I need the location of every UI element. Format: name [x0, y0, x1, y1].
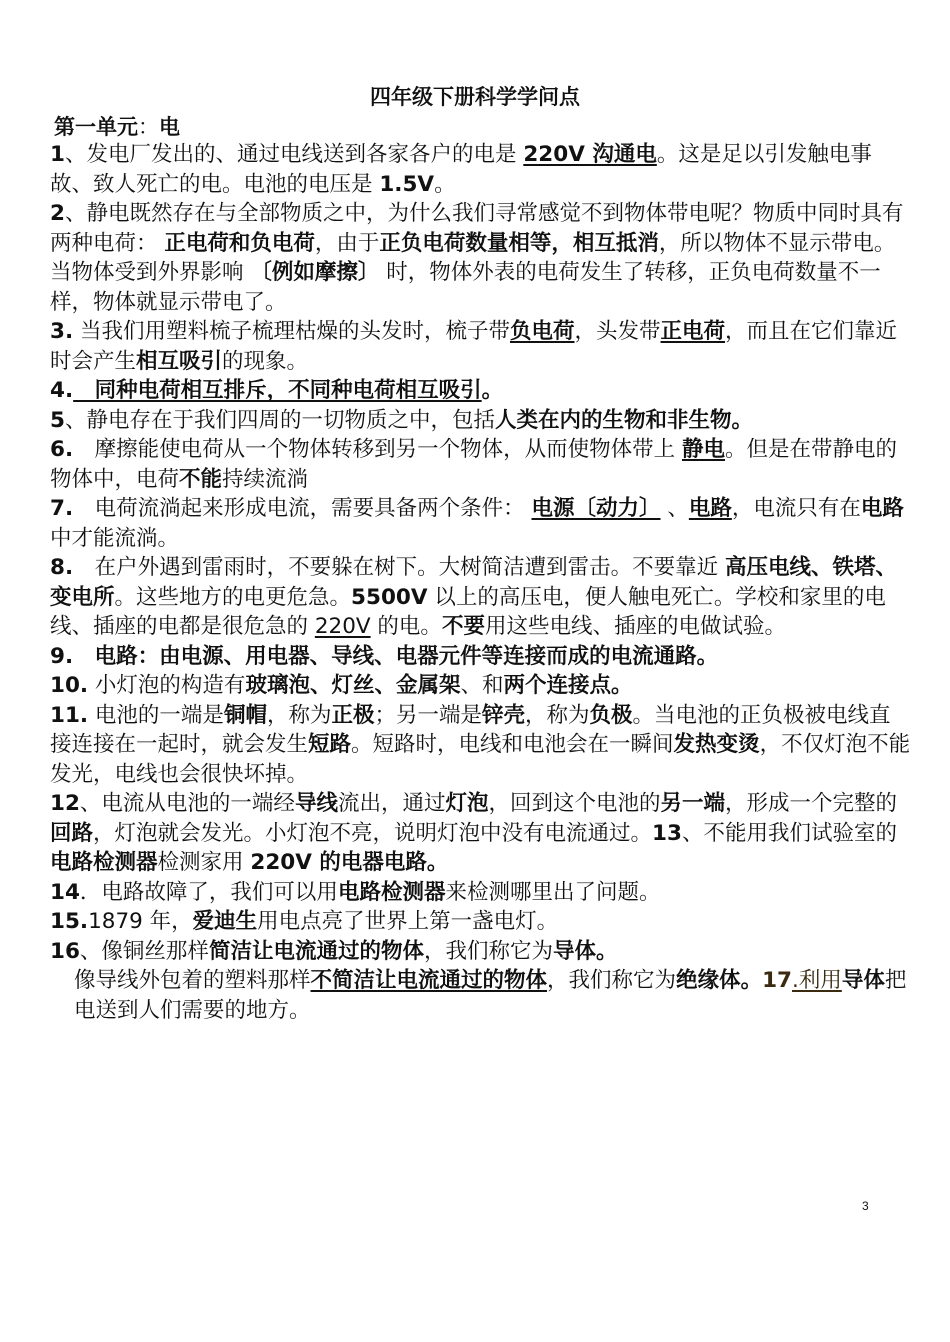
- text: 电池的一端是: [88, 702, 224, 728]
- key-term: 电路: [860, 496, 904, 521]
- text: 。: [426, 850, 449, 875]
- item-6: [50, 435, 912, 494]
- key-term: 绝缘体: [676, 968, 741, 993]
- key-term: 简洁让电流通过的物体: [208, 938, 424, 964]
- text: 。: [434, 171, 456, 197]
- key-term: 正极: [331, 702, 375, 728]
- key-term: 220V 的电器电路: [250, 850, 427, 875]
- item-number: 8.: [50, 555, 74, 580]
- key-term: 高压电线、铁塔、变电所: [50, 555, 897, 610]
- text: 把电送到人们需要的地方。: [74, 968, 907, 1023]
- key-term: 发热变烫: [673, 732, 760, 757]
- item-number: 4.: [50, 378, 74, 403]
- item-number: 3.: [50, 319, 74, 344]
- key-term: 相互吸引: [136, 348, 223, 374]
- item-number: 13: [652, 820, 682, 846]
- item-16: [50, 937, 912, 967]
- key-term: 导体: [841, 968, 885, 993]
- item-number: 9.: [50, 643, 74, 669]
- item-12-13: [50, 789, 912, 878]
- key-term: 玻璃泡、灯丝、金属架: [245, 673, 461, 698]
- key-term: 灯泡: [445, 791, 489, 816]
- key-term: 电路检测器: [50, 850, 158, 875]
- key-term: 铜帽: [223, 702, 267, 728]
- text: ，我们称它为: [547, 968, 677, 993]
- unit-sep: ：: [138, 115, 159, 139]
- page-title: 四年级下册科学学问点: [370, 85, 580, 109]
- item-number: 12: [50, 791, 80, 816]
- item-11: [50, 701, 912, 790]
- text: 的现象。: [222, 348, 309, 374]
- text: 。这是足以引发触电事故、致人死亡的电。电池的电压是: [50, 142, 872, 197]
- item-7: [50, 494, 912, 553]
- text: 持续流淌: [222, 466, 309, 492]
- text: ，头发带: [574, 319, 661, 344]
- item-3: [50, 317, 912, 376]
- text: 、电流从电池的一端经: [79, 791, 295, 816]
- text: 。: [731, 407, 754, 433]
- key-term: 〔例如摩擦〕: [250, 260, 380, 285]
- key-term: 导线: [294, 791, 338, 816]
- key-term: 短路: [308, 732, 352, 757]
- key-term: 电路：由电源、用电器、导线、电器元件等连接而成的电流通路。: [73, 643, 719, 669]
- key-term: 锌壳: [482, 702, 526, 728]
- key-term: 5500V: [351, 584, 428, 610]
- item-number: 1: [50, 142, 65, 167]
- text: 。这些地方的电更危急。: [114, 584, 352, 610]
- text: .利用: [792, 968, 842, 993]
- key-term: 两个连接点: [503, 673, 611, 698]
- text: 摩擦能使电荷从一个物体转移到另一个物体，从而使物体带上: [73, 437, 682, 462]
- item-15: [50, 907, 912, 937]
- text: 以上的高压电，便人触电死亡。学校和家里的电线、插座的电都是很危急的: [50, 584, 886, 639]
- text: 。: [595, 938, 618, 964]
- key-term: 电路检测器: [337, 879, 446, 905]
- text: ，回到这个电池的: [488, 791, 661, 816]
- key-term: 1.5V: [379, 171, 435, 197]
- unit-name: 电: [159, 115, 180, 139]
- text: 像导线外包着的塑料那样: [74, 968, 311, 993]
- text: 、静电存在于我们四周的一切物质之中，包括: [64, 407, 495, 433]
- key-term: 电路: [688, 496, 732, 521]
- text: ，不仅灯泡不能发光，电线也会很快坏掉。: [50, 732, 911, 787]
- key-term: 不要: [441, 614, 485, 639]
- text: 来检测哪里出了问题。: [445, 879, 661, 905]
- text: 、不能用我们试验室的: [681, 820, 897, 846]
- key-term: 正电荷: [660, 319, 726, 344]
- knowledge-list: [50, 140, 912, 1025]
- text: 、和: [460, 673, 504, 698]
- text: 。当电池的正负极被电线直接连接在一起时，就会发生: [50, 702, 891, 757]
- text: 、发电厂发出的、通过电线送到各家各户的电是: [64, 142, 524, 167]
- text: ，灯泡就会发光。小灯泡不亮，说明灯泡中没有电流通过。: [93, 820, 653, 846]
- text: ；另一端是: [374, 702, 482, 728]
- item-number: 15.: [50, 909, 89, 934]
- text: 1879 年，: [88, 909, 193, 934]
- key-term: 正负电荷数量相等，相互抵消: [379, 230, 659, 256]
- text: 220V: [314, 614, 371, 639]
- key-term: 负极: [589, 702, 633, 728]
- text: 时，物体外表的电荷发生了转移，正负电荷数量不一样，物体就显示带电了。: [50, 260, 881, 315]
- text: 当我们用塑料梳子梳理枯燥的头发时，梳子带: [73, 319, 510, 344]
- text: 、静电既然存在与全部物质之中，为什么我们寻常感觉不到物体带电呢？物质中同时具有两种电荷：: [50, 201, 904, 256]
- key-term: 正电荷和负电荷: [164, 230, 315, 256]
- text: 流出，通过: [337, 791, 446, 816]
- text: ，而且在它们靠近时会产生: [50, 319, 898, 374]
- text: ，由于: [314, 230, 380, 256]
- key-term: 负电荷: [509, 319, 575, 344]
- item-8: [50, 553, 912, 642]
- item-2: [50, 199, 912, 317]
- item-10: [50, 671, 912, 701]
- text: 在户外遇到雷雨时，不要躲在树下。大树简洁遭到雷击。不要靠近: [73, 555, 725, 580]
- text: 小灯泡的构造有: [88, 673, 246, 698]
- item-number: 7.: [50, 496, 74, 521]
- unit-label: 第一单元: [54, 115, 138, 139]
- text: 中才能流淌。: [50, 525, 180, 551]
- text: 。: [610, 673, 633, 698]
- text: 用电点亮了世界上第一盏电灯。: [257, 909, 559, 934]
- text: 用这些电线、插座的电做试验。: [484, 614, 786, 639]
- text: 。但是在带静电的物体中，电荷: [50, 437, 898, 492]
- key-term: 回路: [50, 820, 94, 846]
- key-term: 静电: [681, 437, 725, 462]
- text: 。: [481, 378, 504, 403]
- text: 、像铜丝那样: [79, 938, 209, 964]
- item-number: 11.: [50, 702, 89, 728]
- text: 、: [660, 496, 689, 521]
- text: ，形成一个完整的: [725, 791, 898, 816]
- key-term: 不简洁让电流通过的物体: [310, 968, 548, 993]
- key-term: 电源〔动力〕: [531, 496, 661, 521]
- item-number: 17: [762, 968, 792, 993]
- item-16-cont-17: [50, 966, 912, 1025]
- item-14: [50, 878, 912, 908]
- item-5: [50, 406, 912, 436]
- key-term: 爱迪生: [192, 909, 258, 934]
- text: ，电流只有在: [731, 496, 861, 521]
- key-term: 220V 沟通电: [523, 142, 657, 167]
- key-term: 不能: [179, 466, 223, 492]
- key-term: 人类在内的生物和非生物: [494, 407, 732, 433]
- item-number: 6.: [50, 437, 74, 462]
- text: ，称为: [525, 702, 590, 728]
- text: 的电。: [370, 614, 442, 639]
- text: 。: [740, 968, 763, 993]
- key-term: 另一端: [660, 791, 726, 816]
- text: ，称为: [266, 702, 332, 728]
- page-number: 3: [862, 1199, 869, 1213]
- unit-heading: [54, 114, 180, 140]
- item-1: [50, 140, 912, 199]
- item-number: 14: [50, 879, 80, 905]
- text: 。短路时，电线和电池会在一瞬间: [351, 732, 674, 757]
- item-number: 5: [50, 407, 65, 433]
- text: 检测家用: [157, 850, 251, 875]
- item-4: [50, 376, 912, 406]
- text: ，所以物体不显示带电。当物体受到外界影响: [50, 230, 896, 285]
- item-number: 16: [50, 938, 80, 964]
- text: 电荷流淌起来形成电流，需要具备两个条件：: [73, 496, 532, 521]
- key-term: 同种电荷相互排斥，不同种电荷相互吸引: [73, 378, 482, 403]
- item-number: 2: [50, 201, 65, 226]
- item-9: [50, 642, 912, 672]
- text: ，我们称它为: [423, 938, 553, 964]
- item-number: 10.: [50, 673, 89, 698]
- key-term: 导体: [552, 938, 596, 964]
- text: ．电路故障了，我们可以用: [79, 879, 338, 905]
